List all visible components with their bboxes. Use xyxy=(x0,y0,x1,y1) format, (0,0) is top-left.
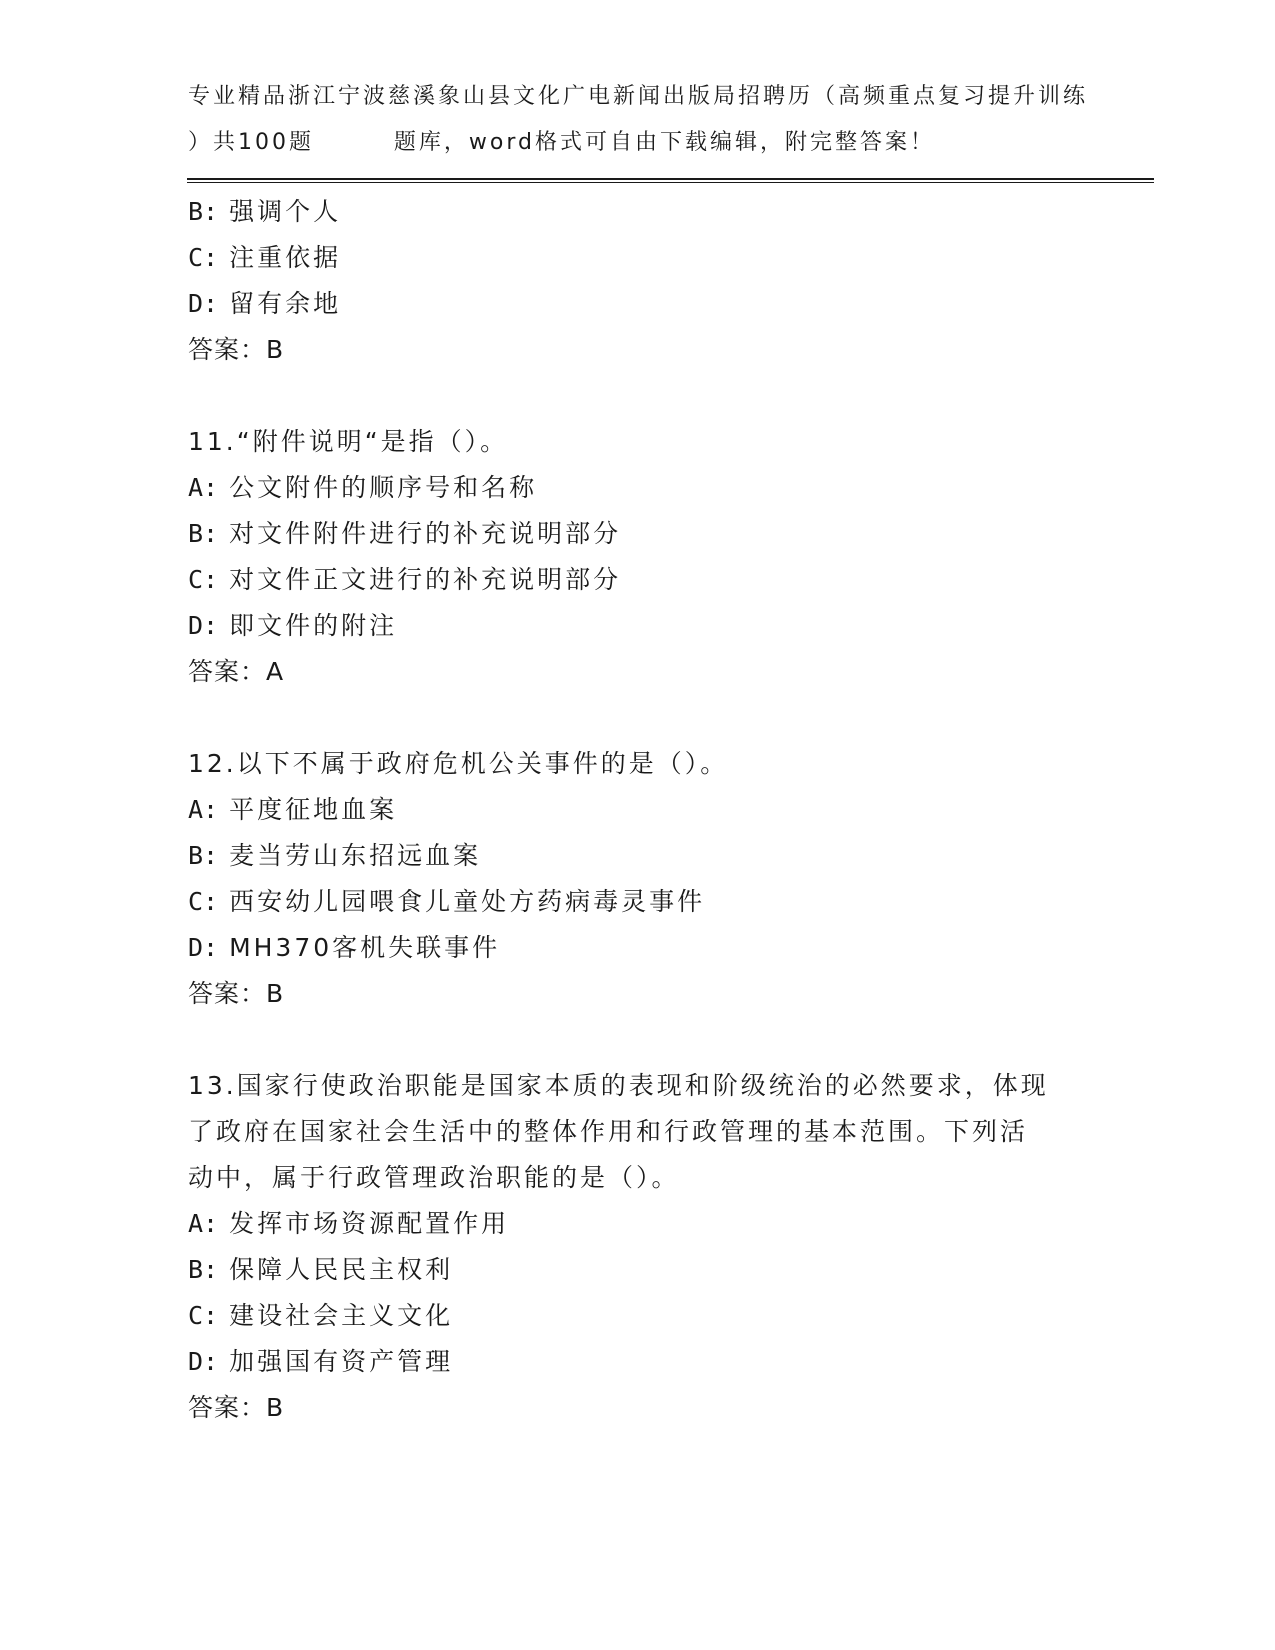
option-d xyxy=(188,1339,1088,1385)
option-letter: B: xyxy=(188,519,219,548)
option-text: 麦当劳山东招远血案 xyxy=(229,841,482,870)
option-letter: B: xyxy=(188,197,219,226)
option-text: 即文件的附注 xyxy=(229,611,398,640)
option-a xyxy=(188,787,1088,833)
option-text: 对文件正文进行的补充说明部分 xyxy=(229,565,622,594)
option-letter: D: xyxy=(188,933,219,962)
document-header xyxy=(188,74,1088,166)
option-text: 平度征地血案 xyxy=(229,795,398,824)
option-letter: B: xyxy=(188,1255,219,1284)
question-13-block xyxy=(188,1063,1088,1431)
option-b xyxy=(188,833,1088,879)
option-text: 加强国有资产管理 xyxy=(229,1347,454,1376)
option-d xyxy=(188,281,1088,327)
spacer xyxy=(188,1017,1088,1063)
question-12-block xyxy=(188,741,1088,1017)
option-c xyxy=(188,1293,1088,1339)
answer-line: 答案：A xyxy=(188,657,285,686)
answer-line: 答案：B xyxy=(188,1393,285,1422)
question-13-text-line-1: 13.国家行使政治职能是国家本质的表现和阶级统治的必然要求，体现 xyxy=(188,1071,1049,1100)
option-letter: C: xyxy=(188,243,219,272)
option-text: 注重依据 xyxy=(229,243,342,272)
option-a xyxy=(188,465,1088,511)
answer-line: 答案：B xyxy=(188,335,285,364)
option-b xyxy=(188,189,1088,235)
option-letter: A: xyxy=(188,795,219,824)
option-letter: D: xyxy=(188,289,219,318)
question-11-block xyxy=(188,419,1088,695)
option-letter: A: xyxy=(188,473,219,502)
option-text: MH370客机失联事件 xyxy=(229,933,501,962)
question-11-text: 11.“附件说明“是指（）。 xyxy=(188,427,509,456)
question-12-text: 12.以下不属于政府危机公关事件的是（）。 xyxy=(188,749,729,778)
option-letter: C: xyxy=(188,887,219,916)
option-c xyxy=(188,879,1088,925)
question-13-text-line-2: 了政府在国家社会生活中的整体作用和行政管理的基本范围。下列活 xyxy=(188,1117,1029,1146)
option-text: 建设社会主义文化 xyxy=(229,1301,454,1330)
option-text: 发挥市场资源配置作用 xyxy=(229,1209,510,1238)
option-letter: C: xyxy=(188,565,219,594)
option-text: 强调个人 xyxy=(229,197,342,226)
spacer xyxy=(188,373,1088,419)
option-a xyxy=(188,1201,1088,1247)
option-c xyxy=(188,235,1088,281)
option-text: 保障人民民主权利 xyxy=(229,1255,454,1284)
spacer xyxy=(188,695,1088,741)
option-text: 西安幼儿园喂食儿童处方药病毒灵事件 xyxy=(229,887,706,916)
option-b xyxy=(188,1247,1088,1293)
option-text: 留有余地 xyxy=(229,289,342,318)
option-text: 公文附件的顺序号和名称 xyxy=(229,473,538,502)
header-rule-thin xyxy=(187,182,1154,183)
option-letter: A: xyxy=(188,1209,219,1238)
question-13-text-line-3: 动中，属于行政管理政治职能的是（）。 xyxy=(188,1163,680,1192)
option-b xyxy=(188,511,1088,557)
document-body xyxy=(188,189,1088,1431)
answer-line: 答案：B xyxy=(188,979,285,1008)
option-d xyxy=(188,603,1088,649)
header-title-line-1: 专业精品浙江宁波慈溪象山县文化广电新闻出版局招聘历（高频重点复习提升训练 xyxy=(188,84,1089,109)
option-letter: C: xyxy=(188,1301,219,1330)
prev-question-block xyxy=(188,189,1088,373)
option-c xyxy=(188,557,1088,603)
option-letter: D: xyxy=(188,1347,219,1376)
option-d xyxy=(188,925,1088,971)
header-rule-thick xyxy=(187,178,1154,180)
option-text: 对文件附件进行的补充说明部分 xyxy=(229,519,622,548)
option-letter: B: xyxy=(188,841,219,870)
option-letter: D: xyxy=(188,611,219,640)
header-title-line-2: ）共100题 题库，word格式可自由下载编辑，附完整答案！ xyxy=(188,130,936,155)
